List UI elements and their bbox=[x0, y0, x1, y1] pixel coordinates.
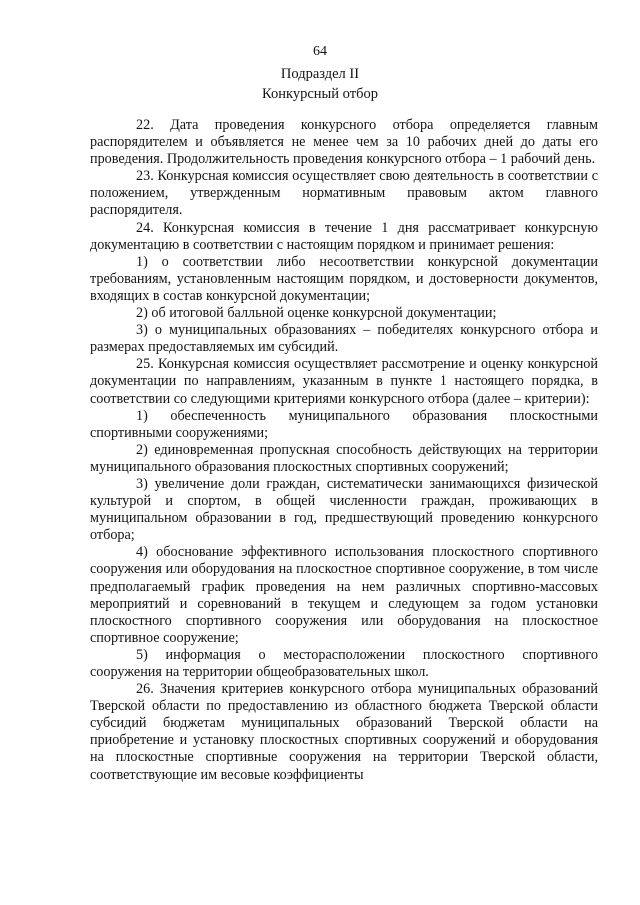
paragraph-24-item-2: 2) об итоговой балльной оценке конкурсной документации; bbox=[136, 305, 497, 322]
section-title: Конкурсный отбор bbox=[262, 86, 378, 102]
paragraph-25-item-5: 5) информация о месторасположении плоскостного спортивного сооружения на территории общеобразовательных школ. bbox=[90, 646, 598, 680]
paragraph-25-item-1: 1) обеспеченность муниципального образования плоскостными спортивными сооружениями; bbox=[90, 407, 598, 441]
paragraph-25-item-3: 3) увеличение доли граждан, систематически занимающихся физической культурой и спортом, в общей численности граждан, проживающих в муниципальном образовании в год, предшествующий проведению конкурсного отбора; bbox=[90, 475, 598, 544]
paragraph-26: 26. Значения критериев конкурсного отбора муниципальных образований Тверской области по предоставлению из областного бюджета Тверской области субсидий бюджетам муниципальных образований Тверской области на приобретение и установку плоскостных спортивных сооружений и оборудования на плоскостные спортивные сооружения на территории Тверской области, соответствующие им весовые коэффициенты bbox=[90, 681, 598, 783]
paragraph-24: 24. Конкурсная комиссия в течение 1 дня рассматривает конкурсную документацию в соответствии с настоящим порядком и принимает решения: bbox=[90, 219, 598, 253]
paragraph-25-item-4: 4) обоснование эффективного использования плоскостного спортивного сооружения или оборудования на плоскостное спортивное сооружение, в том числе предполагаемый график проведения на нем различных спортивно-массовых мероприятий и соревнований в текущем и следующем за годом установки плоскостного спортивного сооружения или оборудования на плоскостное спортивное сооружение; bbox=[90, 544, 598, 646]
paragraph-23: 23. Конкурсная комиссия осуществляет свою деятельность в соответствии с положением, утвержденным нормативным правовым актом главного распорядителя. bbox=[90, 168, 598, 219]
document-body bbox=[90, 117, 598, 784]
paragraph-22: 22. Дата проведения конкурсного отбора определяется главным распорядителем и объявляется не менее чем за 10 рабочих дней до даты его проведения. Продолжительность проведения конкурсного отбора – 1 рабочий день. bbox=[90, 117, 598, 168]
paragraph-25: 25. Конкурсная комиссия осуществляет рассмотрение и оценку конкурсной документации по направлениям, указанным в пункте 1 настоящего порядка, в соответствии со следующими критериями конкурсного отбора (далее – критерии): bbox=[90, 356, 598, 407]
paragraph-24-item-3: 3) о муниципальных образованиях – победителях конкурсного отбора и размерах предоставляемых им субсидий. bbox=[90, 322, 598, 356]
subsection-heading: Подраздел II bbox=[280, 66, 360, 82]
paragraph-24-item-1: 1) о соответствии либо несоответствии конкурсной документации требованиям, установленным настоящим порядком, и достоверности документов, входящих в состав конкурсной документации; bbox=[90, 253, 598, 304]
page-number: 64 bbox=[313, 44, 327, 59]
paragraph-25-item-2: 2) единовременная пропускная способность действующих на территории муниципального образования плоскостных спортивных сооружений; bbox=[90, 441, 598, 475]
